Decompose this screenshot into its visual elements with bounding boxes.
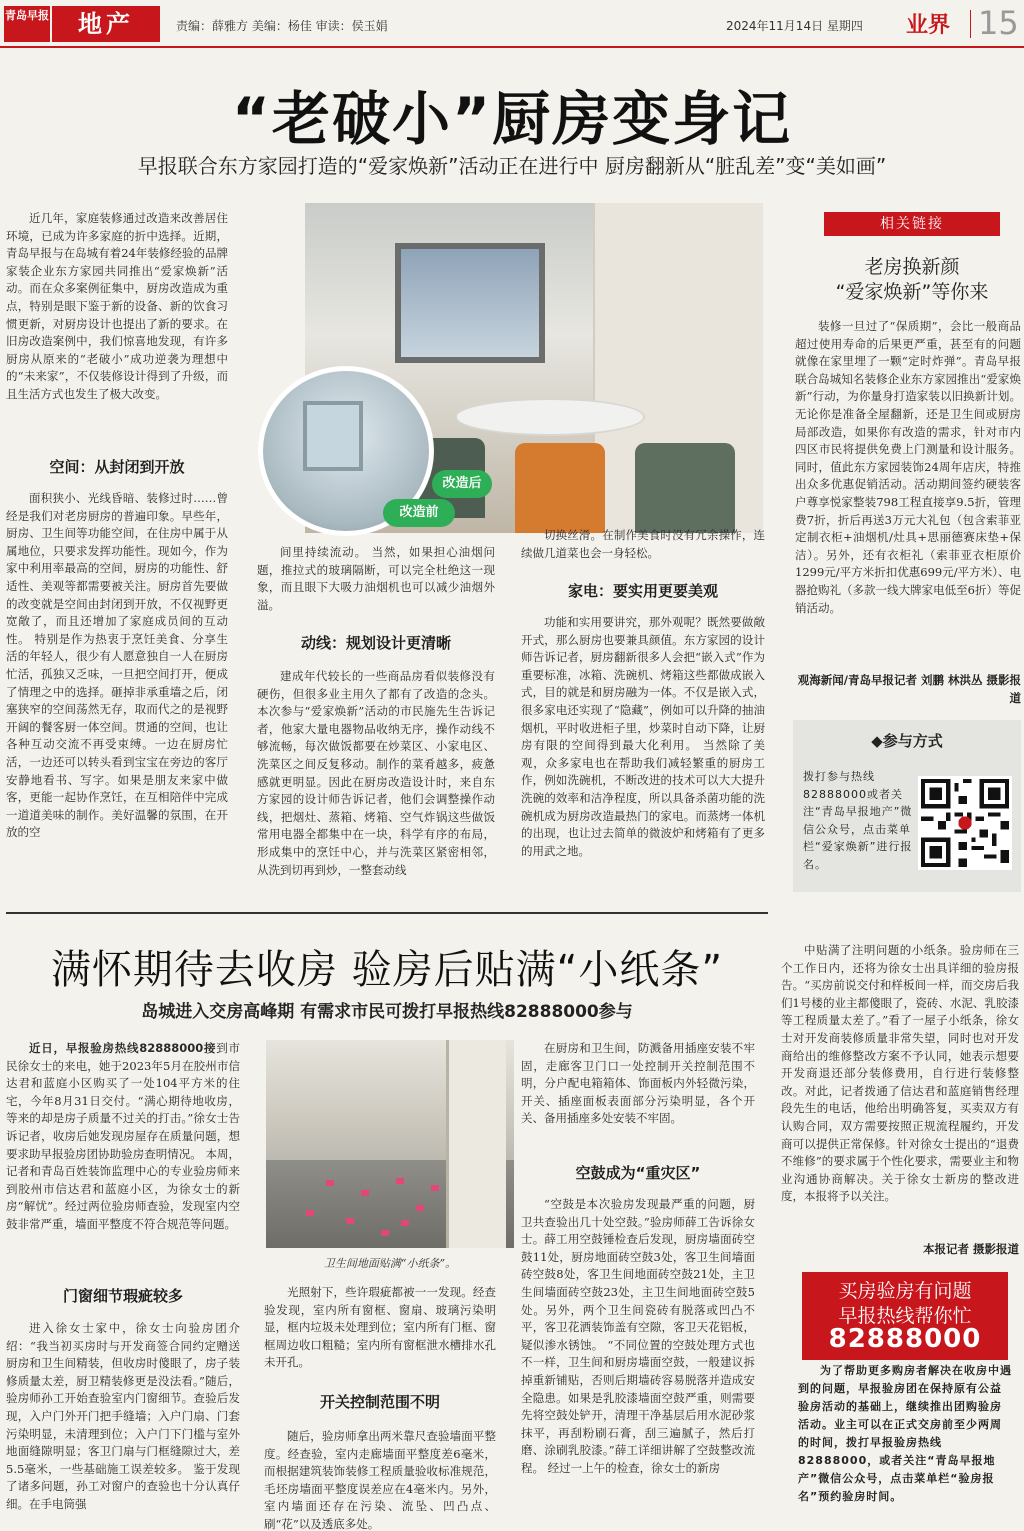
article2-credit: 本报记者 摄影报道 bbox=[922, 1242, 1019, 1256]
article2-section-hollow: “空鼓是本次验房发现最严重的问题，厨卫共查验出几十处空鼓。”验房师薛工告诉徐女士。薛工用空鼓锤检查后发现，厨房墙面砖空鼓11处，厨房地面砖空鼓3处，客卫生间墙面砖空鼓8处，客卫生间地面砖空鼓21处，主卫生间墙面砖空鼓23处，主卫生间地面砖空鼓5处。另外，两个卫生间瓷砖有脱落或凹凸不平，客卫花洒装饰盖有空隙，客卫天花铝板，疑似渗水锈蚀。 “不同位置的空鼓处理方式也不一样，卫生间和厨房墙面空鼓，一般建议拆掉重新铺贴，否则后期墙砖容易脱落并造成安全隐患。如果是乳胶漆墙面空鼓严重，则需要先将空鼓处铲开，清理干净基层后用水泥砂浆抹平，再刮粉刷石膏，刮三遍腻子，然后打磨、涂刷乳胶漆。”薛工详细讲解了空鼓整改流程。 经过一上午的检查，徐女士的新房 bbox=[521, 1197, 755, 1475]
hotline-number[interactable]: 82888000 bbox=[828, 1324, 982, 1354]
sidebar-title-line2: “爱家焕新”等你来 bbox=[835, 281, 989, 303]
article2-intro-lead: 近日，早报验房热线82888000接 bbox=[29, 1041, 217, 1055]
article1-subheadline: 早报联合东方家园打造的“爱家焕新”活动正在进行中 厨房翻新从“脏乱差”变“美如画” bbox=[137, 154, 887, 178]
article2-col3-top: 在厨房和卫生间，防溅备用插座安装不牢固，走廊客卫门口一处控制开关控制范围不明，分户配电箱箱体、饰面板内外轻微污染，开关、插座面板表面部分污染明显，各个开关、备用插座多处安装不牢固。 bbox=[521, 1041, 755, 1126]
sidebar-body: 装修一旦过了“保质期”，会比一般商品超过使用寿命的后果更严重，甚至有的问题就像在家里埋了一颗“定时炸弹”。青岛早报联合岛城知名装修企业东方家园推出“爱家焕新”行动，为你量身打造家装以旧换新计划。无论你是准备全屋翻新，还是卫生间或厨房局部改造，如果你有改造的需求，针对市内四区市民将提供免费上门测量和设计服务。 同时，值此东方家园装饰24周年店庆，特推出众多优惠促销活动。活动期间签约硬装客户尊享悦家整装798工程直接享9.5折，管理费7折，折后再送3万元大礼包（包含索菲亚定制衣柜+油烟机/灶具+思丽德赛床垫+保洁）。另外，还有衣柜礼（索菲亚衣柜原价1299元/平方米折扣优惠699元/平方米）、电器抢购礼（多款一线大牌家电低至6折）等促销活动。 bbox=[795, 319, 1021, 615]
article1-headline: “老破小”厨房变身记 bbox=[231, 85, 793, 153]
article2-section-switch: 随后，验房师拿出两米靠尺查验墙面平整度。经查验，室内走廊墙面平整度差6毫米，而根据建筑装饰装修工程质量验收标准规范，毛坯房墙面平整度误差应在4毫米内。另外，室内墙面还存在污染、流坠、凹凸点、刷“花”以及透底多处。 bbox=[264, 1429, 496, 1531]
article2-subheadline: 岛城进入交房高峰期 有需求市民可拨打早报热线82888000参与 bbox=[141, 1002, 633, 1022]
participation-text: 拨打参与热线82888000或者关注“青岛早报地产”微信公众号，点击菜单栏“爱家焕新”进行报名。 bbox=[803, 770, 913, 871]
issue-date: 2024年11月14日 星期四 bbox=[726, 19, 863, 33]
participation-title: ◆参与方式 bbox=[871, 732, 943, 750]
article2-heading-hollow: 空鼓成为“重灾区” bbox=[575, 1164, 701, 1182]
header-divider bbox=[970, 10, 971, 38]
after-tag: 改造后 bbox=[432, 470, 492, 498]
hotline-line1: 买房验房有问题 bbox=[838, 1280, 972, 1302]
section-name-right: 业界 bbox=[906, 13, 951, 38]
section-divider bbox=[6, 912, 768, 914]
article2-intro-text: 到市民徐女士的来电，她于2023年5月在胶州市信达君和蓝庭小区购买了一处104平方米的住宅，今年8月31日交付。“满心期待地收房，等来的却是房子质量不过关的打击。”徐女士告诉记者，收房后她发现房屋存在质量问题，想要求助早报验房团协助验房查明情况。 本周，记者和青岛百姓装饰监理中心的专业验房师来到胶州市信达君和蓝庭小区，为徐女士的新房“解忧”。经过两位验房师查验，发现室内空鼓非常严重，墙面平整度不符合规范等问题。 bbox=[6, 1041, 240, 1231]
section-label: 地产 bbox=[52, 6, 160, 42]
related-link-tag: 相关链接 bbox=[824, 212, 1000, 236]
article1-heading-space: 空间：从封闭到开放 bbox=[49, 458, 185, 476]
article1-col2-top: 间里持续流动。 当然，如果担心油烟问题，推拉式的玻璃隔断，可以完全杜绝这一现象，而且眼下大吸力油烟机也可以减少油烟外溢。 bbox=[257, 545, 495, 612]
bathroom-notes-photo bbox=[266, 1040, 514, 1248]
article2-section-doors: 进入徐女士家中，徐女士向验房团介绍：“我当初买房时与开发商签合同约定赠送厨房和卫生间精装，但收房时傻眼了，房子装修质量太差，厨卫精装修更是没法看。”随后，验房师孙工开始查验室内门窗细节。查验后发现，入户门外开门把手缝墙；入户门扇、门套污染明显，未清理到位；入户门下门槛与室外地面缝隙明显；客卫门扇与门框缝隙过大，差5.5毫米，一些基础施工误差较多。 鉴于发现了诸多问题，孙工对窗户的查验也十分认真仔细。在手电筒强 bbox=[6, 1321, 240, 1511]
article2-heading-doors: 门窗细节瑕疵较多 bbox=[62, 1287, 183, 1305]
article1-intro: 近几年，家庭装修通过改造来改善居住环境，已成为许多家庭的折中选择。近期，青岛早报与在岛城有着24年装修经验的品牌家装企业东方家园共同推出“爱家焕新”活动。而在众多案例征集中，厨房改造成为重点，特别是眼下鉴于新的设备、新的饮食习惯更新，对厨房设计也提出了新的要求。在旧房改造案例中，我们惊喜地发现，有许多厨房从原来的“老破小”成功逆袭为理想中的“未来家”，不仅装修设计得到了升级，而且生活方式也发生了极大改变。 bbox=[6, 211, 228, 401]
article2-col2-top: 光照射下，些许瑕疵都被一一发现。经查验发现，室内所有窗框、窗扇、玻璃污染明显，框内垃圾未处理到位；室内所有门框、窗框周边收口粗糙；室内所有窗框泄水槽排水孔未开孔。 bbox=[264, 1285, 496, 1370]
editor-credits: 责编：薛雅方 美编：杨佳 审读：侯玉娟 bbox=[176, 19, 388, 33]
article1-col3-top: 切换丝滑。在制作美食时没有冗余操作，连续做几道菜也会一身轻松。 bbox=[521, 528, 765, 560]
article1-heading-flow: 动线：规划设计更清晰 bbox=[300, 634, 451, 652]
hotline-body: 为了帮助更多购房者解决在收房中遇到的问题，早报验房团在保持原有公益验房活动的基础上，继续推出团购验房活动。业主可以在正式交房前至少两周的时间，拨打早报验房热线82888000，或者关注“青岛早报地产”微信公众号，点击菜单栏“验房报名”预约验房时间。 bbox=[798, 1364, 1012, 1503]
page-number: 15 bbox=[978, 4, 1019, 42]
hotline-line2: 早报热线帮你忙 bbox=[838, 1305, 972, 1327]
qr-code-icon[interactable] bbox=[918, 776, 1012, 870]
article2-heading-switch: 开关控制范围不明 bbox=[319, 1393, 440, 1411]
sidebar-title-line1: 老房换新颜 bbox=[864, 256, 960, 278]
article1-section-flow: 建成年代较长的一些商品房看似装修没有硬伤，但很多业主用久了都有了改造的念头。本次参与“爱家焕新”活动的市民施先生告诉记者，他家大量电器物品收纳无序，操作动线不够流畅，每次做饭都要在炒菜区、小家电区、洗菜区之间反复移动。制作的菜肴越多，疲惫感就更明显。因此在厨房改造设计时，来自东方家园的设计师告诉记者，他们会调整操作动线，把烟灶、蒸箱、烤箱、空气炸锅这些做饭常用电器全都集中在一块，科学有序的布局，形成集中的烹饪中心，并与洗菜区紧密相邻，从洗到切再到炒，一整套动线 bbox=[257, 669, 495, 877]
article2-intro bbox=[6, 1040, 240, 1234]
newspaper-logo: 青岛早报 bbox=[4, 6, 50, 42]
sidebar-credit: 观海新闻/青岛早报记者 刘鹏 林洪丛 摄影报道 bbox=[797, 673, 1021, 705]
article1-section-space: 面积狭小、光线昏暗、装修过时……曾经是我们对老房厨房的普遍印象。早些年，厨房、卫生间等功能空间，在住房中属于从属地位，只要求发挥功能性。现如今，作为家中利用率最高的空间，厨房的功能性、舒适性、美观等都需要被关注。厨房首先要做的改变就是空间由封闭到开放，不仅视野更宽敞了，而且还增加了家庭成员间的互动性。 特别是作为热衷于烹饪美食、分享生活的年轻人，很少有人愿意独自一人在厨房忙活，孤独又乏味，一旦把空间打开，便成了情理之中的选择。砸掉非承重墙之后，闭塞狭窄的空间荡然无存，取而代之的是视野开阔的餐客厨一体空间。贯通的空间，也让各种互动交流不再受束缚。一边在厨房忙活，一边还可以转头看到宝宝在旁边的客厅安静地看书、写字。如果是朋友来家中做客，更能一起协作烹饪，在互相陪伴中完成一道道美味的制作。美好温馨的氛围，在开放的空 bbox=[6, 491, 228, 840]
article1-section-appliance: 功能和实用要讲究，那外观呢？既然要做敞开式，那么厨房也要兼具颜值。东方家园的设计师告诉记者，厨房翻新很多人会把“嵌入式”作为重要标准，冰箱、洗碗机、烤箱这些都做成嵌入式，目的就是和厨房融为一体。不仅是嵌入式，很多家电还实现了“隐藏”，例如可以升降的抽油烟机，平时收进柜子里，炒菜时自动下降，让厨房有限的空间得到最大化利用。 当然除了美观，众多家电也在帮助我们减轻繁重的厨房工作，例如洗碗机，不断改进的技术可以大大提升洗碗的效率和洁净程度，所以具备杀菌功能的洗碗机成为厨房改造最热门的家电。而蒸烤一体机的出现，也让过去简单的微波炉和烤箱有了更多的用武之地。 bbox=[521, 615, 765, 858]
photo-caption: 卫生间地面贴满“小纸条”。 bbox=[323, 1257, 457, 1270]
article2-headline: 满怀期待去收房 验房后贴满“小纸条” bbox=[50, 947, 724, 993]
before-tag: 改造前 bbox=[383, 499, 455, 527]
article2-col4: 中贴满了注明问题的小纸条。验房师在三个工作日内，还将为徐女士出具详细的验房报告。“买房前说交付和样板间一样，而交房后我们1号楼的业主都傻眼了，瓷砖、水泥、乳胶漆等工程质量太差了。”看了一屋子小纸条，徐女士对开发商装修质量非常失望，同时也对开发商给出的维修整改方案不予认同，她表示想要开发商退还部分装修费用，自行进行装修整改。对此，记者拨通了信达君和蓝庭销售经理段先生的电话，他给出明确答复，买卖双方有认购合同，双方需要按照正规流程履约，开发商可以提供正常保修。针对徐女士提出的“退费不维修”的要求属于个性化要求，需要业主和物业沟通协商解决。关于徐女士新房的整改进度，本报将予以关注。 bbox=[781, 943, 1019, 1204]
article1-heading-appliance: 家电：要实用更要美观 bbox=[567, 582, 718, 600]
